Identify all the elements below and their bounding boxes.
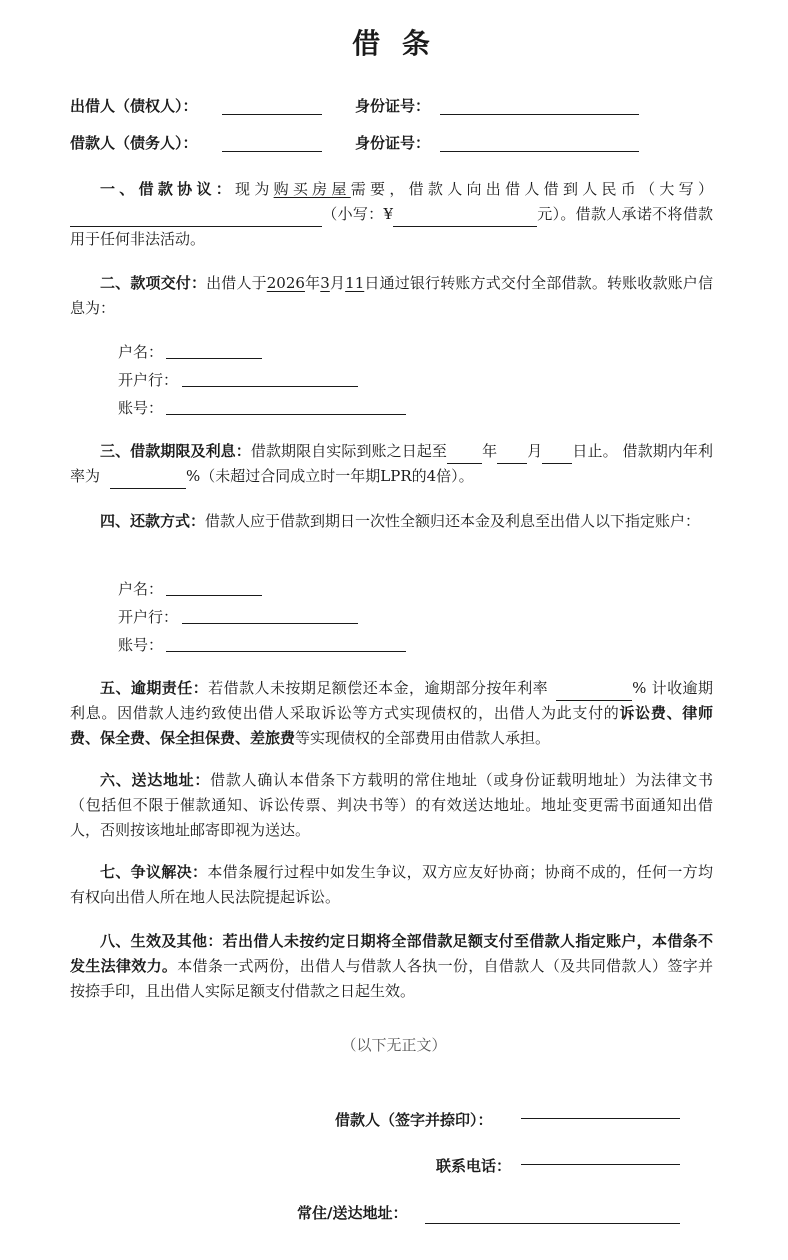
- borrower-id-label: 身份证号：: [355, 134, 431, 152]
- effectiveness-condition: 若出借人未按约定日期将全部借款足额支付至借款人指定账户，本借条不发生法律效力。: [70, 932, 713, 975]
- section-2-heading: 二、款项交付：: [100, 274, 207, 292]
- account-number-label: 账号：: [118, 399, 164, 417]
- account-name-label: 户名：: [118, 343, 164, 361]
- end-of-text-note: （以下无正文）: [341, 1036, 447, 1054]
- phone-field[interactable]: [521, 1164, 680, 1165]
- address-field[interactable]: [425, 1223, 680, 1224]
- cost-items: 诉讼费、律师费、保全费、保全担保费、差旅费: [70, 704, 713, 747]
- section-term-interest: 三、借款期限及利息：借款期限自实际到账之日起至 年 月 日止。 借款期内年利率为 %（未超过合同成立时一年期LPR的4倍）。: [70, 439, 713, 489]
- borrower-name-field[interactable]: [222, 151, 322, 152]
- due-month-field[interactable]: [497, 446, 527, 464]
- section-effectiveness: 八、生效及其他：若出借人未按约定日期将全部借款足额支付至借款人指定账户，本借条不发生法律效力。本借条一式两份，出借人与借款人各执一份，自借款人（及共同借款人）签字并按捺手印，且出借人实际足额支付借款之日起生效。: [70, 932, 713, 1000]
- borrower-signature-label: 借款人（签字并捺印）：: [335, 1111, 493, 1129]
- repay-account-name-label: 户名：: [118, 580, 164, 598]
- section-payment-delivery: 二、款项交付：出借人于2026年3月11日通过银行转账方式交付全部借款。转账收款账户信息为：: [70, 274, 713, 317]
- loan-purpose: 购买房屋: [273, 180, 351, 198]
- section-3-heading: 三、借款期限及利息：: [100, 442, 251, 460]
- borrower-label: 借款人（债务人）：: [70, 134, 198, 152]
- address-label: 常住/送达地址：: [297, 1204, 408, 1222]
- lender-id-label: 身份证号：: [355, 97, 431, 115]
- borrower-signature-field[interactable]: [521, 1118, 680, 1119]
- section-4-heading: 四、还款方式：: [100, 512, 206, 530]
- repay-account-number-field[interactable]: [166, 651, 406, 652]
- repay-account-bank-field[interactable]: [182, 623, 358, 624]
- repay-account-name-field[interactable]: [166, 595, 262, 596]
- due-day-field[interactable]: [542, 446, 572, 464]
- section-repayment: 四、还款方式：借款人应于借款到期日一次性全额归还本金及利息至出借人以下指定账户：: [100, 512, 701, 530]
- lender-id-field[interactable]: [440, 114, 639, 115]
- section-loan-agreement: 一、借款协议：现为购买房屋需要，借款人向出借人借到人民币（大写）（小写：¥ 元）。借款人承诺不将借款用于任何非法活动。: [70, 180, 713, 248]
- annual-rate-field[interactable]: [110, 471, 186, 489]
- due-year-field[interactable]: [447, 446, 482, 464]
- account-bank-label: 开户行：: [118, 371, 179, 389]
- section-7-heading: 七、争议解决：: [100, 863, 208, 881]
- delivery-month: 3: [320, 274, 330, 292]
- section-dispute-resolution: 七、争议解决：本借条履行过程中如发生争议，双方应友好协商；协商不成的，任何一方均有权向出借人所在地人民法院提起诉讼。: [70, 863, 713, 906]
- borrower-id-field[interactable]: [440, 151, 639, 152]
- document-title: 借 条: [352, 27, 436, 60]
- account-name-field[interactable]: [166, 358, 262, 359]
- section-5-heading: 五、逾期责任：: [100, 679, 209, 697]
- repay-account-number-label: 账号：: [118, 636, 164, 654]
- section-8-heading: 八、生效及其他：: [100, 932, 223, 950]
- phone-label: 联系电话：: [436, 1157, 512, 1175]
- account-number-field[interactable]: [166, 414, 406, 415]
- section-service-address: 六、送达地址：借款人确认本借条下方载明的常住地址（或身份证载明地址）为法律文书（包括但不限于催款通知、诉讼传票、判决书等）的有效送达地址。地址变更需书面通知出借人，否则按该地址邮寄即视为送达。: [70, 771, 713, 839]
- section-6-heading: 六、送达地址：: [100, 771, 211, 789]
- amount-lowercase-field[interactable]: [393, 209, 537, 227]
- repay-account-bank-label: 开户行：: [118, 608, 179, 626]
- lender-name-field[interactable]: [222, 114, 322, 115]
- delivery-year: 2026: [266, 274, 305, 292]
- overdue-rate-field[interactable]: [556, 683, 632, 701]
- delivery-day: 11: [345, 274, 365, 292]
- account-bank-field[interactable]: [182, 386, 358, 387]
- section-1-heading: 一、借款协议：: [100, 180, 236, 198]
- lender-label: 出借人（债权人）：: [70, 97, 198, 115]
- amount-uppercase-field[interactable]: [70, 209, 322, 227]
- section-overdue-liability: 五、逾期责任：若借款人未按期足额偿还本金，逾期部分按年利率 % 计收逾期利息。因借款人违约致使出借人采取诉讼等方式实现债权的，出借人为此支付的诉讼费、律师费、保全费、保全担保费、差旅费等实现债权的全部费用由借款人承担。: [70, 679, 713, 747]
